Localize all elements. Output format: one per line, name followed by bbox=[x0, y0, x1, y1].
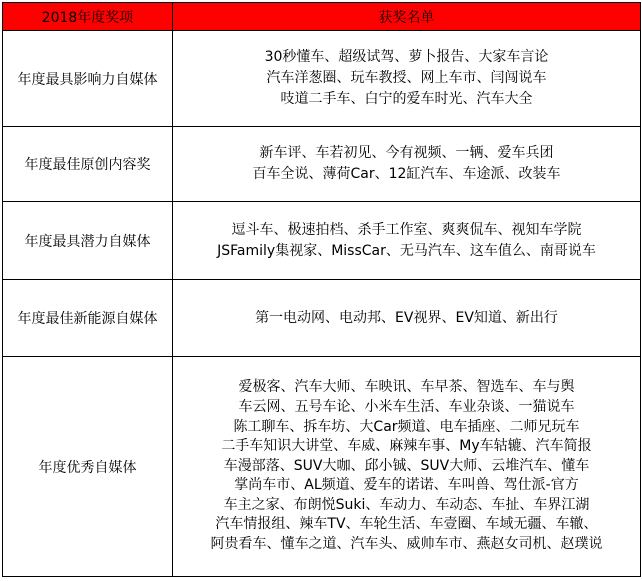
winner-line: JSFamily集视家、MissCar、无马汽车、这车值么、南哥说车 bbox=[217, 242, 596, 259]
winner-line: 新车评、车若初见、今有视频、一辆、爱车兵团 bbox=[259, 145, 554, 161]
table-row bbox=[3, 127, 641, 202]
table-row bbox=[3, 357, 641, 577]
winner-line: 第一电动网、电动邦、EV视界、EV知道、新出行 bbox=[255, 309, 558, 326]
header-category: 2018年度奖项 bbox=[3, 3, 173, 31]
winner-line: 车云网、五号车论、小米车生活、车业杂谈、一猫说车 bbox=[238, 398, 575, 415]
award-category: 年度最具影响力自媒体 bbox=[3, 31, 173, 127]
award-category: 年度最佳原创内容奖 bbox=[3, 127, 173, 202]
awards-table bbox=[2, 2, 641, 577]
winner-line: 汽车情报组、辣车TV、车轮生活、车壹圈、车域无疆、车辙、 bbox=[215, 516, 598, 533]
winner-line: 吱道二手车、白宁的爱车时光、汽车大全 bbox=[280, 91, 533, 107]
winner-line: 阿贵看车、懂车之道、汽车头、威帅车市、燕赵女司机、赵璞说 bbox=[210, 536, 603, 553]
award-category: 年度最佳新能源自媒体 bbox=[3, 280, 173, 357]
winner-line: 二手车知识大讲堂、车威、麻辣车事、My车轱辘、汽车简报 bbox=[221, 438, 592, 455]
winner-list bbox=[173, 280, 641, 357]
winner-line: 百车全说、薄荷Car、12缸汽车、车途派、改装车 bbox=[252, 166, 561, 182]
winner-list bbox=[173, 127, 641, 202]
header-winners: 获奖名单 bbox=[173, 3, 641, 31]
award-category: 年度优秀自媒体 bbox=[3, 357, 173, 577]
winner-list bbox=[173, 31, 641, 127]
winner-line: 车主之家、布朗悦Suki、车动力、车动态、车扯、车界江湖 bbox=[223, 496, 590, 513]
winner-line: 车漫部落、SUV大咖、邱小铖、SUV大师、云堆汽车、懂车 bbox=[223, 457, 590, 474]
winner-line: 30秒懂车、超级试驾、萝卜报告、大家车言论 bbox=[264, 49, 549, 65]
table-row bbox=[3, 202, 641, 280]
winner-line: 掌尚车市、AL频道、爱车的诺诺、车叫兽、驾仕派-官方 bbox=[234, 477, 579, 494]
winner-list bbox=[173, 202, 641, 280]
winner-line: 汽车洋葱圈、玩车教授、网上车市、闫闯说车 bbox=[266, 70, 547, 86]
header-row bbox=[3, 3, 641, 31]
winner-line: 爱极客、汽车大师、车映讯、车早茶、智选车、车与舆 bbox=[238, 379, 575, 396]
table-row bbox=[3, 280, 641, 357]
winner-list bbox=[173, 357, 641, 577]
winner-line: 陈工聊车、拆车坊、大Car频道、电车插座、二师兄玩车 bbox=[233, 418, 580, 435]
table-row bbox=[3, 31, 641, 127]
winner-line: 逗斗车、极速拍档、杀手工作室、爽爽侃车、视知车学院 bbox=[231, 221, 582, 238]
award-category: 年度最具潜力自媒体 bbox=[3, 202, 173, 280]
